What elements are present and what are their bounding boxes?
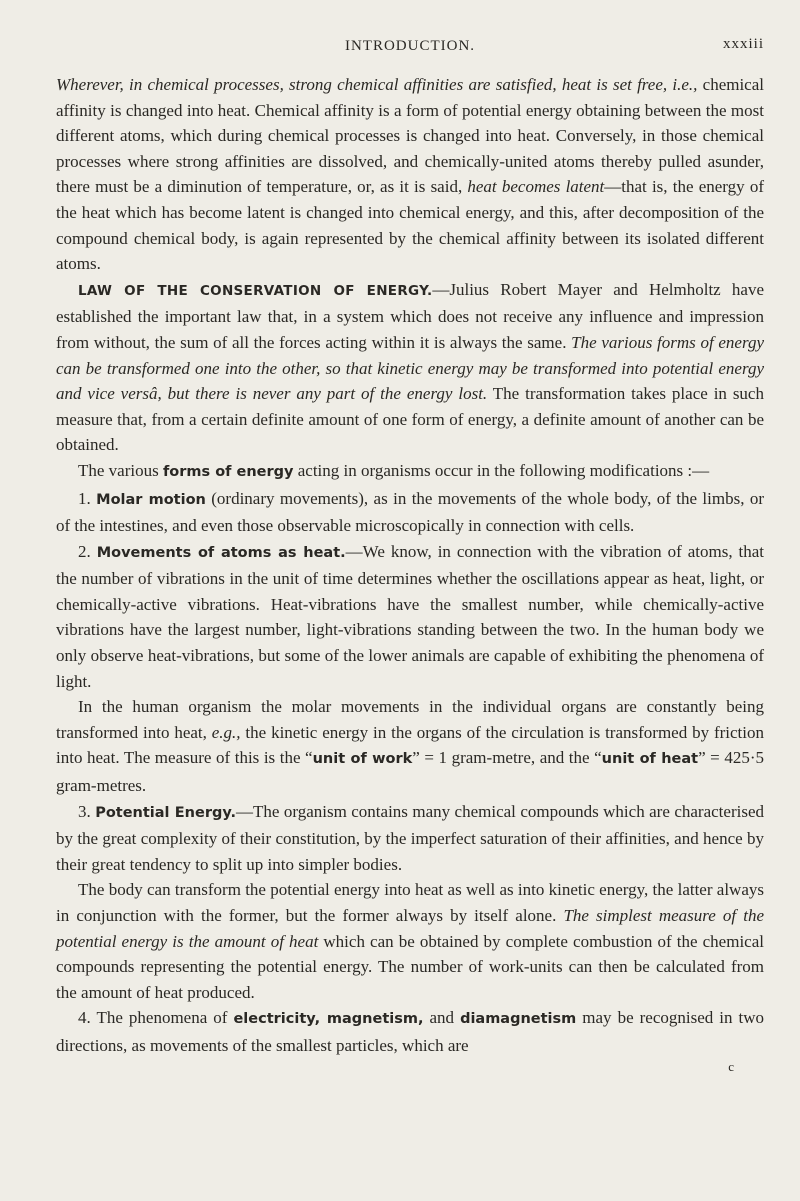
paragraph-forms-of-energy: The various forms of energy acting in organisms occur in the following modifications :— <box>78 460 710 480</box>
book-page <box>56 30 764 1075</box>
running-head <box>56 30 764 64</box>
section-heading: LAW OF THE CONSERVATION OF ENERGY. <box>78 282 433 299</box>
signature-mark: c <box>728 1058 734 1074</box>
page-body <box>56 72 764 1075</box>
paragraph-conservation-law: LAW OF THE CONSERVATION OF ENERGY.—Julius Robert Mayer and Helmholtz have established the important law that, in a system which does not receive any influence and impression from without, the sum of all the forces acting within it is always the same. The various forms of energy can be transformed one into the other, so that kinetic energy may be transformed into potential energy and vice versâ, but there is never any part of the energy lost. The transformation takes place in such measure that, from a certain definite amount of one form of energy, a definite amount of another can be obtained. <box>56 279 764 455</box>
list-item-electricity: 4. The phenomena of electricity, magnetism, and diamagnetism may be recognised in two directions, as movements of the smallest particles, which are <box>56 1008 765 1055</box>
list-item-heat: 2. Movements of atoms as heat.—We know, in connection with the vibration of atoms, that the number of vibrations in the unit of time determines whether the oscillations appear as heat, light, or chemically-active vibrations. Heat-vibrations have the smallest number, while chemically-active vibrations have the largest number, light-vibrations standing between the two. In the human body we only observe heat-vibrations, but some of the lower animals are capable of exhibiting the phenomena of light. <box>56 541 765 691</box>
list-item-potential-energy: 3. Potential Energy.—The organism contains many chemical compounds which are characterised by the great complexity of their constitution, by the imperfect saturation of their affinities, and hence by their great tendency to split up into simpler bodies. <box>56 801 764 874</box>
paragraph-human-organism: In the human organism the molar movements in the individual organs are constantly being transformed into heat, e.g., the kinetic energy in the organs of the circulation is transformed by friction into heat. The measure of this is the “unit of work” = 1 gram-metre, and the “unit of heat” = 425·5 gram-metres. <box>56 697 764 796</box>
paragraph-chemical-affinity: Wherever, in chemical processes, strong chemical affinities are satisfied, heat is set free, i.e., chemical affinity is changed into heat. Chemical affinity is a form of potential energy obtaining between the most different atoms, which during chemical processes is changed into heat. Conversely, in those chemical processes where strong affinities are dissolved, and chemically-united atoms thereby pulled asunder, there must be a diminution of temperature, or, as it is said, heat becomes latent—that is, the energy of the heat which has become latent is changed into chemical energy, and this, after decomposition of the compound chemical body, is again represented by the chemical affinity between its isolated different atoms. <box>56 75 764 274</box>
list-item-molar-motion: 1. Molar motion (ordinary movements), as in the movements of the whole body, of the limbs, or of the intestines, and even those observable microscopically in connection with cells. <box>56 488 764 536</box>
page-number: xxxiii <box>722 36 764 52</box>
paragraph-transform-potential: The body can transform the potential energy into heat as well as into kinetic energy, the latter always in conjunction with the former, but the former always by itself alone. The simplest measure of the potential energy is the amount of heat which can be obtained by complete combustion of the chemical compounds representing the potential energy. The number of work-units can then be calculated from the amount of heat produced. <box>56 880 764 1002</box>
running-title: INTRODUCTION. <box>344 38 476 54</box>
